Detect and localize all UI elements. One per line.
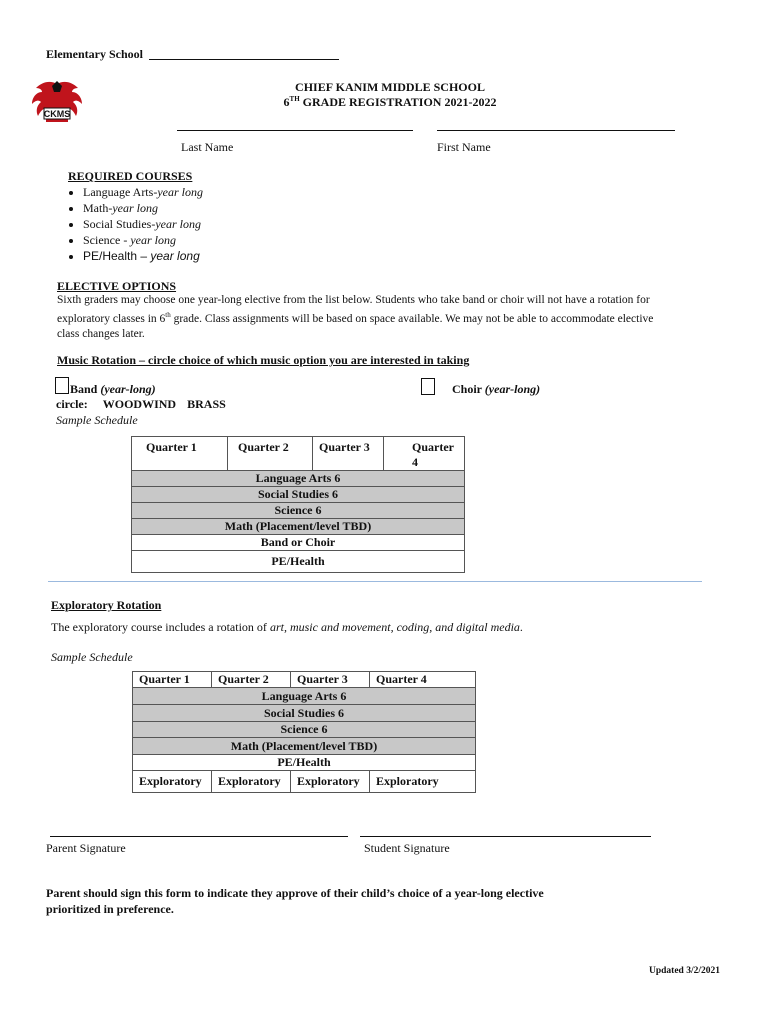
music-rotation-title: Music Rotation – circle choice of which music option you are interested in taking	[57, 353, 470, 367]
school-name: CHIEF KANIM MIDDLE SCHOOL	[295, 80, 485, 94]
first-name-field[interactable]	[437, 118, 675, 131]
exploratory-sample-schedule-label: Sample Schedule	[51, 650, 133, 664]
table-cell: Quarter 4	[370, 672, 476, 688]
table-cell: Science 6	[133, 722, 476, 738]
brass-option[interactable]: BRASS	[187, 397, 226, 411]
table-row	[133, 755, 476, 771]
circle-label: circle:	[56, 397, 88, 411]
table-row	[133, 771, 476, 793]
instrument-choice	[56, 397, 226, 412]
elective-options-title: ELECTIVE OPTIONS	[57, 279, 177, 293]
table-cell: Quarter 3	[291, 672, 370, 688]
table-cell: Exploratory	[291, 771, 370, 793]
parent-signature-field[interactable]	[50, 826, 348, 837]
table-cell: Math (Placement/level TBD)	[132, 519, 465, 535]
table-cell: Exploratory	[212, 771, 291, 793]
table-cell: Language Arts 6	[132, 471, 465, 487]
list-item: • PE/Health – year long	[83, 248, 203, 264]
table-row	[133, 705, 476, 722]
table-row	[132, 487, 465, 503]
table-row	[132, 503, 465, 519]
parent-signature-label: Parent Signature	[46, 841, 126, 855]
table-cell: Exploratory	[370, 771, 476, 793]
table-row	[132, 551, 465, 573]
list-item: • Science - year long	[83, 232, 203, 248]
exploratory-description: The exploratory course includes a rotation of art, music and movement, coding, and digital media.	[51, 620, 523, 634]
table-cell: Quarter 4	[384, 437, 465, 471]
table-cell: Quarter 1	[132, 437, 228, 471]
elementary-school-field[interactable]	[149, 45, 339, 60]
first-name-label: First Name	[437, 140, 491, 154]
table-cell: Quarter 3	[313, 437, 384, 471]
table-cell: Quarter 1	[133, 672, 212, 688]
table-row	[132, 471, 465, 487]
list-item: • Math-year long	[83, 200, 203, 216]
table-cell: Band or Choir	[132, 535, 465, 551]
table-cell: PE/Health	[132, 551, 465, 573]
last-name-field[interactable]	[177, 118, 413, 131]
table-row	[132, 535, 465, 551]
table-row	[133, 672, 476, 688]
choir-checkbox[interactable]	[421, 378, 435, 395]
table-cell: Quarter 2	[228, 437, 313, 471]
logo-text: CKMS	[43, 109, 71, 119]
required-courses-list	[66, 184, 203, 264]
table-row	[132, 519, 465, 535]
table-row	[133, 688, 476, 705]
last-name-label: Last Name	[181, 140, 234, 154]
table-cell: Exploratory	[133, 771, 212, 793]
exploratory-rotation-title: Exploratory Rotation	[51, 598, 162, 612]
table-cell: Language Arts 6	[133, 688, 476, 705]
table-row	[132, 437, 465, 471]
table-cell: Science 6	[132, 503, 465, 519]
list-item: • Language Arts-year long	[83, 184, 203, 200]
table-cell: PE/Health	[133, 755, 476, 771]
elementary-school-label: Elementary School	[46, 47, 143, 61]
band-checkbox[interactable]	[55, 377, 69, 394]
table-cell: Social Studies 6	[132, 487, 465, 503]
table-cell: Math (Placement/level TBD)	[133, 738, 476, 755]
table-cell: Social Studies 6	[133, 705, 476, 722]
table-row	[133, 738, 476, 755]
school-logo	[30, 78, 84, 128]
elective-description: Sixth graders may choose one year-long elective from the list below. Students who take band or choir will not have a rotation for exploratory classes in 6th grade. Class assignments will be based on space available. We may not be able to accommodate elective class changes later.	[57, 294, 654, 340]
table-row	[133, 722, 476, 738]
parent-approval-note: Parent should sign this form to indicate they approve of their child’s choice of a year-long elective prioritized in preference.	[46, 886, 544, 916]
required-courses-title: REQUIRED COURSES	[68, 169, 193, 183]
updated-date: Updated 3/2/2021	[649, 966, 720, 976]
music-schedule-table	[131, 436, 465, 573]
section-divider	[48, 581, 702, 582]
registration-title: 6TH GRADE REGISTRATION 2021-2022	[283, 95, 497, 109]
woodwind-option[interactable]: WOODWIND	[102, 397, 177, 411]
list-item: • Social Studies-year long	[83, 216, 203, 232]
music-sample-schedule-label: Sample Schedule	[56, 413, 138, 427]
band-label: Band (year-long)	[70, 382, 156, 396]
choir-label: Choir (year-long)	[452, 382, 541, 396]
student-signature-field[interactable]	[360, 826, 651, 837]
exploratory-schedule-table	[132, 671, 476, 793]
table-cell: Quarter 2	[212, 672, 291, 688]
student-signature-label: Student Signature	[364, 841, 450, 855]
